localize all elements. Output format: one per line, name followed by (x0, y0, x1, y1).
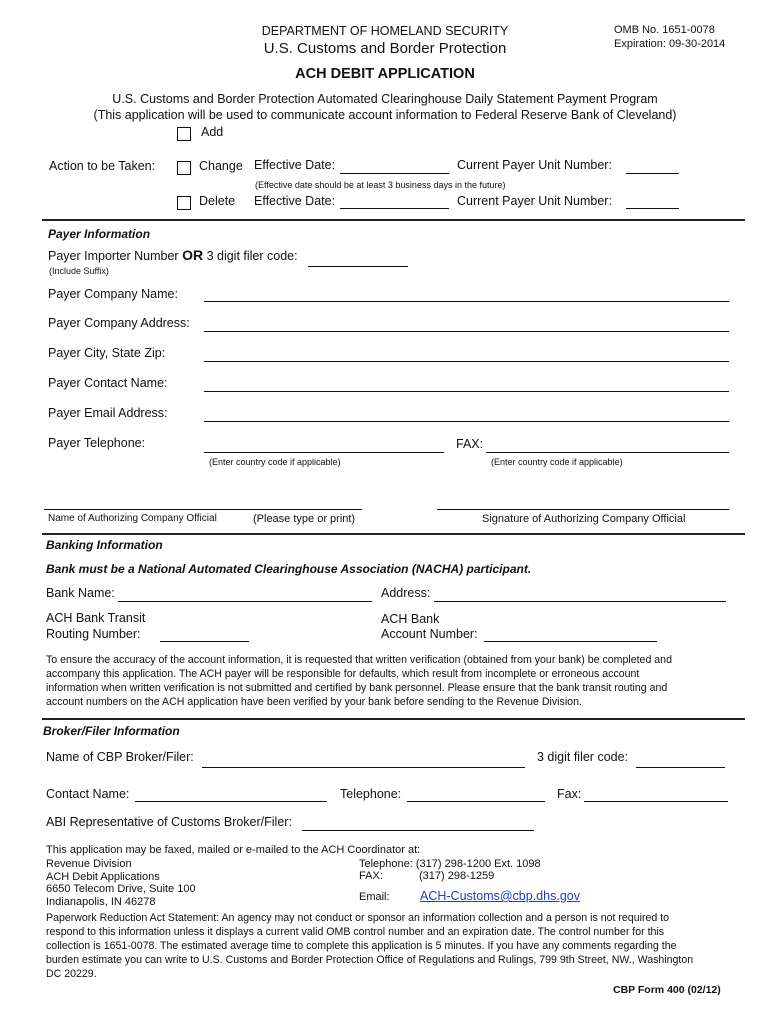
change-checkbox[interactable] (177, 161, 191, 175)
paperwork-line: Paperwork Reduction Act Statement: An agency may not conduct or sponsor an information collection and a person is not required to (46, 912, 670, 924)
add-label: Add (201, 125, 224, 139)
department-name: DEPARTMENT OF HOMELAND SECURITY (261, 24, 509, 38)
signature-label: Signature of Authorizing Company Official (482, 513, 686, 525)
broker-name-field[interactable] (202, 767, 525, 768)
bank-name-field[interactable] (118, 601, 372, 602)
mailing-address (46, 858, 196, 908)
banking-section-heading: Banking Information (46, 538, 163, 552)
payer-city-state-zip-label: Payer City, State Zip: (48, 346, 166, 360)
form-number: CBP Form 400 (02/12) (613, 984, 721, 996)
payer-importer-text: Payer Importer Number (48, 249, 179, 263)
verification-line: information when written verification is not submitted and certified by bank personnel. Please ensure that the bank transit routing and (46, 682, 668, 694)
type-or-print-label: (Please type or print) (253, 513, 356, 525)
effective-date-note: (Effective date should be at least 3 business days in the future) (255, 180, 506, 190)
email-link[interactable]: ACH-Customs@cbp.dhs.gov (420, 889, 580, 903)
transit-label-line2: Routing Number: (46, 627, 141, 641)
broker-filer-code-field[interactable] (636, 767, 725, 768)
payer-email-field[interactable] (204, 421, 729, 422)
account-number-field[interactable] (484, 641, 657, 642)
add-checkbox[interactable] (177, 127, 191, 141)
omb-number: OMB No. 1651-0078 (614, 24, 715, 36)
change-effective-date-field[interactable] (340, 173, 449, 174)
address-line: 6650 Telecom Drive, Suite 100 (46, 883, 196, 895)
payer-contact-name-field[interactable] (204, 391, 729, 392)
bank-address-label: Address: (381, 586, 431, 600)
transit-label-line1: ACH Bank Transit (46, 611, 146, 625)
broker-filer-code-label: 3 digit filer code: (537, 750, 629, 764)
address-line: ACH Debit Applications (46, 870, 160, 883)
payer-telephone-label: Payer Telephone: (48, 436, 146, 450)
account-label-line2: Account Number: (381, 627, 478, 641)
change-label: Change (199, 159, 243, 173)
payer-importer-field[interactable] (308, 266, 408, 267)
payer-company-address-field[interactable] (204, 331, 729, 332)
broker-name-label: Name of CBP Broker/Filer: (46, 750, 194, 764)
payer-company-name-field[interactable] (204, 301, 729, 302)
action-label: Action to be Taken: (49, 159, 156, 173)
broker-telephone-label: Telephone: (340, 787, 402, 801)
payer-telephone-field[interactable] (204, 452, 444, 453)
account-label-line1: ACH Bank (381, 612, 440, 626)
section-divider (42, 219, 745, 221)
paperwork-line: DC 20229. (46, 968, 97, 980)
authorizing-official-label: Name of Authorizing Company Official (48, 513, 217, 524)
payer-filer-code-text: 3 digit filer code: (206, 249, 298, 263)
nacha-note: Bank must be a National Automated Clearinghouse Association (NACHA) participant. (46, 562, 532, 576)
verification-line: account numbers on the ACH application have been verified by your bank before sending to the Revenue Division. (46, 696, 582, 708)
coordinator-telephone: Telephone: (317) 298-1200 Ext. 1098 (359, 858, 541, 870)
payer-company-address-label: Payer Company Address: (48, 316, 190, 330)
broker-contact-field[interactable] (135, 801, 327, 802)
abi-representative-label: ABI Representative of Customs Broker/Filer: (46, 815, 292, 829)
payer-section-heading: Payer Information (48, 227, 151, 241)
delete-effective-date-field[interactable] (340, 208, 449, 209)
or-text: OR (182, 247, 204, 263)
verification-line: To ensure the accuracy of the account information, it is requested that written verification (obtained from your bank) be completed and (46, 654, 672, 666)
broker-telephone-field[interactable] (407, 801, 545, 802)
paperwork-line: collection is 1651-0078. The estimated average time to complete this application is 5 minutes. If you have any comments regarding the (46, 940, 677, 952)
routing-number-field[interactable] (160, 641, 249, 642)
page-title: ACH DEBIT APPLICATION (295, 66, 475, 82)
expiration-date: Expiration: 09-30-2014 (614, 38, 726, 50)
payer-importer-label (48, 247, 298, 263)
paperwork-statement (46, 911, 730, 981)
change-payer-unit-field[interactable] (626, 173, 679, 174)
broker-contact-label: Contact Name: (46, 787, 130, 801)
abi-representative-field[interactable] (302, 830, 534, 831)
submission-intro: This application may be faxed, mailed or e-mailed to the ACH Coordinator at: (46, 844, 421, 856)
coordinator-email-label: Email: (359, 891, 390, 903)
change-effective-date-label: Effective Date: (254, 158, 336, 172)
address-line: Revenue Division (46, 858, 132, 870)
bank-address-field[interactable] (434, 601, 726, 602)
purpose-subtitle: (This application will be used to communicate account information to Federal Reserve Bank of Cleveland) (93, 108, 677, 122)
delete-payer-unit-field[interactable] (626, 208, 679, 209)
delete-label: Delete (199, 194, 236, 208)
fax-country-code-note: (Enter country code if applicable) (491, 457, 623, 467)
authorizing-official-name-field[interactable] (44, 509, 362, 510)
payer-city-state-zip-field[interactable] (204, 361, 729, 362)
payer-fax-label: FAX: (456, 437, 484, 451)
coordinator-email-link[interactable] (420, 889, 580, 903)
payer-contact-name-label: Payer Contact Name: (48, 376, 168, 390)
broker-fax-field[interactable] (584, 801, 728, 802)
authorizing-official-signature-field[interactable] (437, 509, 729, 510)
coordinator-fax-number: (317) 298-1259 (419, 870, 495, 882)
payer-email-label: Payer Email Address: (48, 406, 168, 420)
verification-paragraph (46, 653, 734, 709)
program-subtitle: U.S. Customs and Border Protection Automated Clearinghouse Daily Statement Payment Program (112, 92, 658, 106)
coordinator-fax-label: FAX: (359, 870, 383, 882)
delete-payer-unit-label: Current Payer Unit Number: (457, 194, 612, 208)
paperwork-line: respond to this information unless it displays a current valid OMB control number and an expiration date. The control number for this (46, 926, 665, 938)
payer-company-name-label: Payer Company Name: (48, 287, 178, 301)
delete-checkbox[interactable] (177, 196, 191, 210)
address-line: Indianapolis, IN 46278 (46, 895, 156, 908)
telephone-country-code-note: (Enter country code if applicable) (209, 457, 341, 467)
agency-name: U.S. Customs and Border Protection (263, 40, 507, 57)
include-suffix-note: (Include Suffix) (49, 266, 109, 276)
section-divider (42, 533, 745, 535)
section-divider (42, 718, 745, 720)
change-payer-unit-label: Current Payer Unit Number: (457, 158, 612, 172)
paperwork-line: burden estimate you can write to U.S. Customs and Border Protection Office of Regulations and Rulings, 799 9th Street, NW., Washington (46, 954, 694, 966)
payer-fax-field[interactable] (486, 452, 729, 453)
delete-effective-date-label: Effective Date: (254, 194, 336, 208)
verification-line: accompany this application. The ACH payer will be responsible for defaults, which result from incomplete or erroneous account (46, 668, 640, 680)
bank-name-label: Bank Name: (46, 586, 115, 600)
broker-section-heading: Broker/Filer Information (43, 724, 180, 738)
broker-fax-label: Fax: (557, 787, 582, 801)
